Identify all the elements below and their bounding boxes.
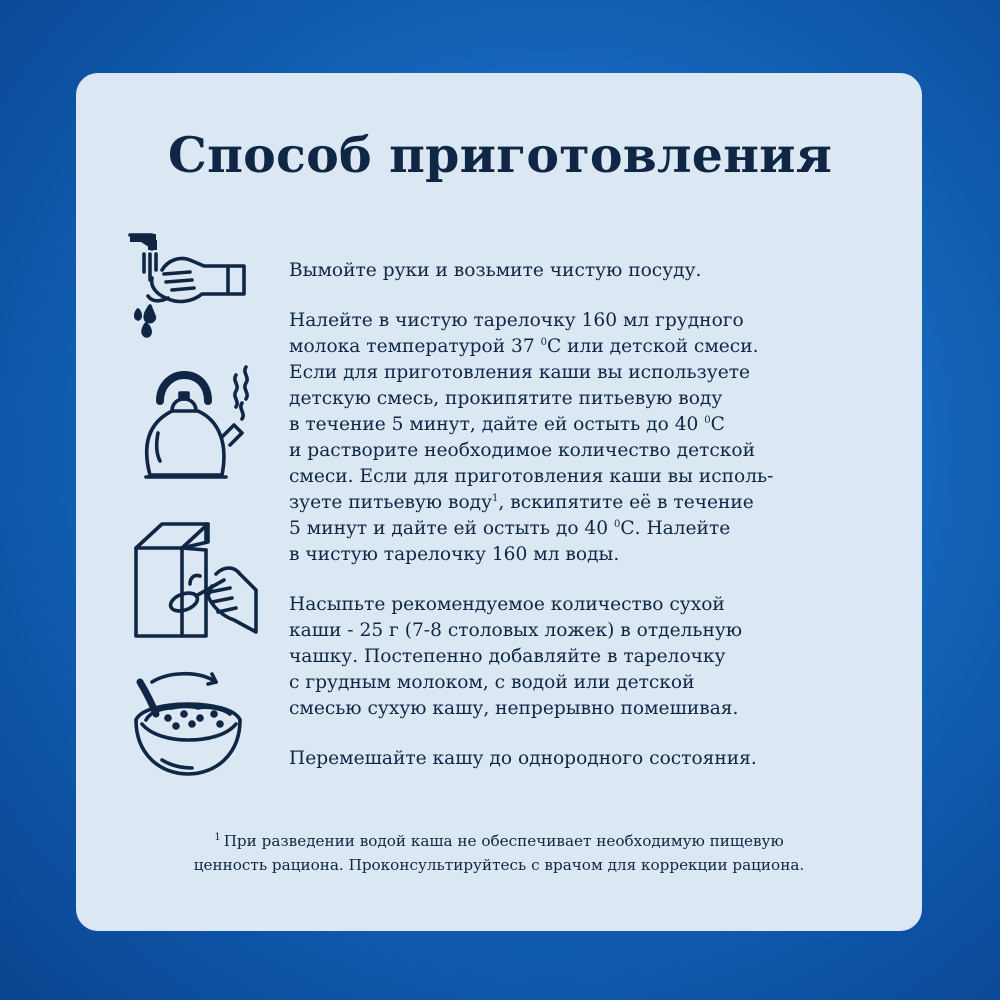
page-title: Способ приготовления <box>167 126 833 184</box>
cereal-box-spoon-icon <box>132 520 258 638</box>
step-2-line-2a: молока температурой 37 <box>289 336 535 357</box>
porridge-bowl-icon <box>132 670 244 778</box>
step-2-line-8a: зуете питьевую воду <box>289 492 493 513</box>
step-2-line-9a: 5 минут и дайте ей остыть до 40 <box>289 518 609 539</box>
degree-mark: 0 <box>704 415 711 426</box>
step-2-line-2b: С или детской смеси. <box>547 336 759 357</box>
step-2-line-5a: в течение 5 минут, дайте ей остыть до 40 <box>289 414 699 435</box>
step-2-line-3: Если для приготовления каши вы используете <box>289 362 750 383</box>
step-2-line-4: детскую смесь, прокипятите питьевую воду <box>289 388 723 409</box>
step-4-line-1: Перемешайте кашу до однородного состояния. <box>289 748 757 769</box>
step-3-line-1: Насыпьте рекомендуемое количество сухой <box>289 594 725 615</box>
step-3-text <box>289 592 889 722</box>
step-2-line-8b: , вскипятите её в течение <box>498 492 754 513</box>
step-3-line-2: каши - 25 г (7-8 столовых ложек) в отдельную <box>289 620 743 641</box>
footnote-text-1: При разведении водой каша не обеспечивает необходимую пищевую <box>223 832 784 850</box>
step-2-line-5b: С <box>710 414 725 435</box>
footnote-line-2: ценность рациона. Проконсультируйтесь с врачом для коррекции рациона. <box>193 856 805 874</box>
footnote-ref: 1 <box>492 493 499 504</box>
step-2-text <box>289 308 889 568</box>
step-2-line-8 <box>289 490 889 516</box>
step-3-line-4: с грудным молоком, с водой или детской <box>289 672 695 693</box>
footnote-line-1 <box>76 826 922 853</box>
step-4-text <box>289 746 889 772</box>
degree-mark: 0 <box>540 337 548 348</box>
step-1-text <box>289 258 889 284</box>
step-3-line-3: чашку. Постепенно добавляйте в тарелочку <box>289 646 726 667</box>
footnote-mark: 1 <box>214 832 221 843</box>
step-2-line-10: в чистую тарелочку 160 мл воды. <box>289 544 620 565</box>
footnote <box>76 826 922 877</box>
hand-washing-icon <box>128 232 250 338</box>
step-3-line-5: смесью сухую кашу, непрерывно помешивая. <box>289 698 739 719</box>
step-2-line-5 <box>289 412 889 438</box>
steps-text <box>289 258 889 796</box>
step-2-line-7: смеси. Если для приготовления каши вы исполь- <box>289 466 774 487</box>
step-1-line-1: Вымойте руки и возьмите чистую посуду. <box>289 260 702 281</box>
degree-mark: 0 <box>614 519 621 530</box>
step-2-line-9b: С. Налейте <box>620 518 731 539</box>
step-2-line-1: Налейте в чистую тарелочку 160 мл грудного <box>289 310 744 331</box>
step-2-line-2 <box>289 334 889 360</box>
step-2-line-6: и растворите необходимое количество детской <box>289 440 755 461</box>
step-2-line-9 <box>289 516 889 542</box>
kettle-icon <box>132 365 252 483</box>
